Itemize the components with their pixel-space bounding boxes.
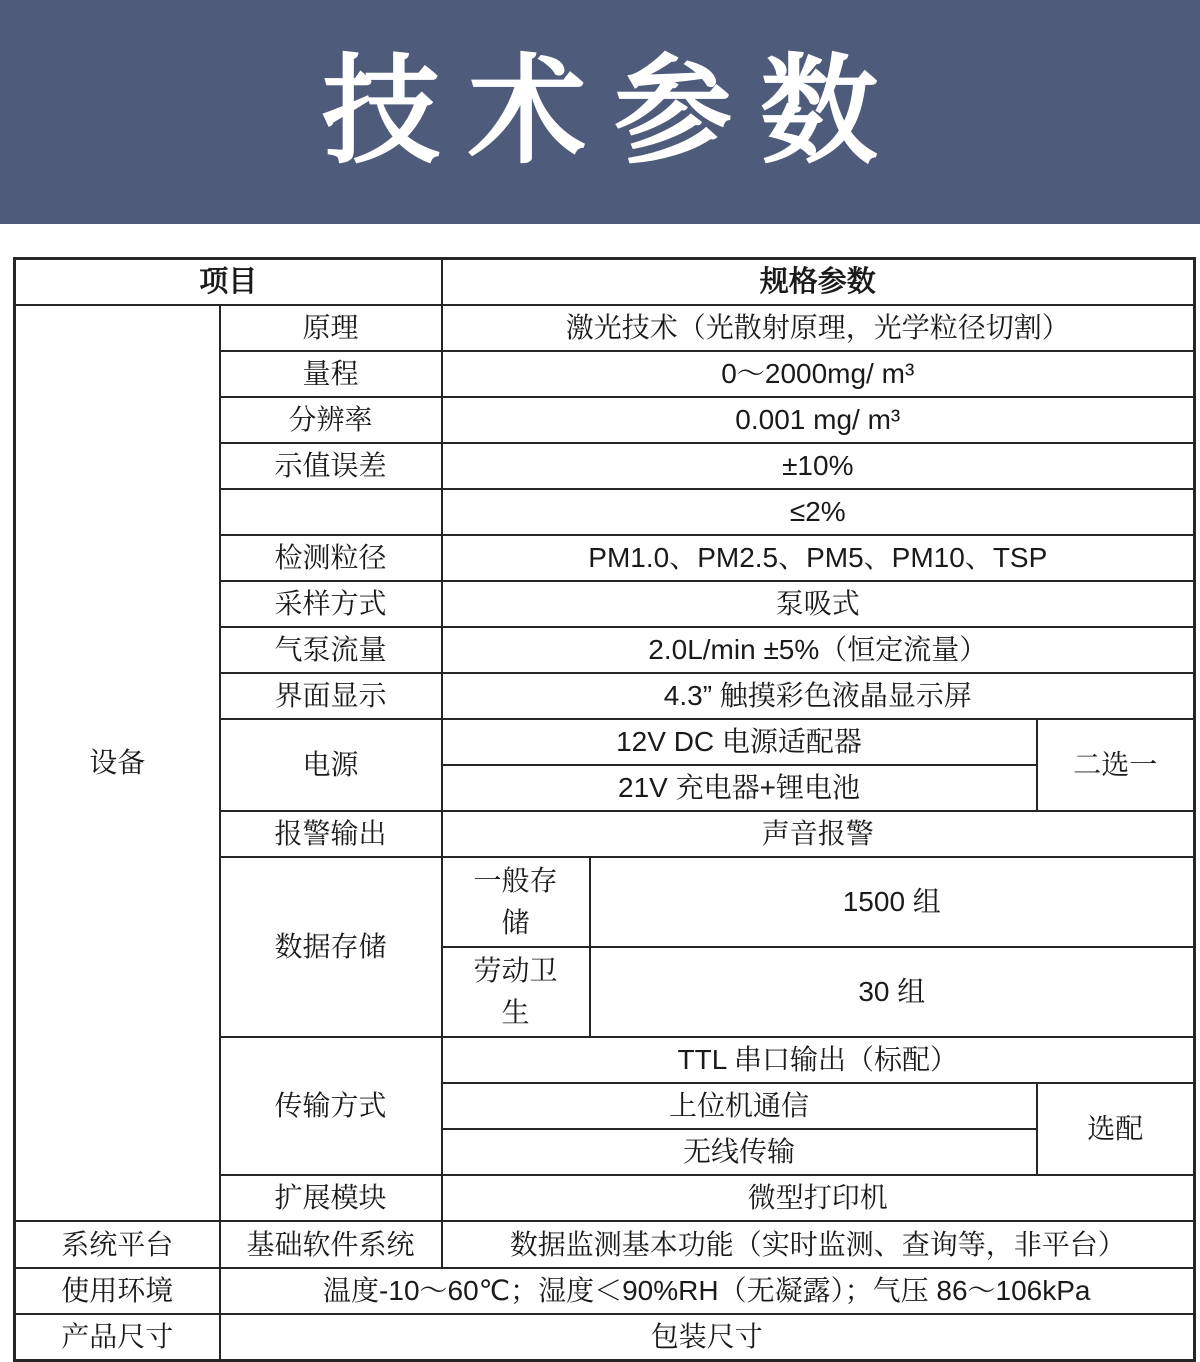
row-pump-flow-label: 气泵流量 [220,627,442,673]
page-header-banner [0,0,1200,224]
row-system-platform-value: 数据监测基本功能（实时监测、查询等，非平台） [442,1221,1195,1268]
header-spec: 规格参数 [442,259,1195,306]
row-expansion-label: 扩展模块 [220,1175,442,1221]
row-data-storage-occupational-label: 劳动卫生 [442,947,590,1037]
row-particle-sizes-value: PM1.0、PM2.5、PM5、PM10、TSP [442,535,1195,581]
row-resolution-label: 分辨率 [220,397,442,443]
row-sampling-method-label: 采样方式 [220,581,442,627]
row-data-storage-general-value: 1500 组 [590,857,1195,947]
spec-table [13,257,1196,1362]
row-transmission-option1: 上位机通信 [442,1083,1037,1129]
row-display-label: 界面显示 [220,673,442,719]
row-expansion-value: 微型打印机 [442,1175,1195,1221]
row-indication-error-value: ±10% [442,443,1195,489]
row-indication-error-label: 示值误差 [220,443,442,489]
row-power-note: 二选一 [1037,719,1195,811]
row-transmission-option2: 无线传输 [442,1129,1037,1175]
row-power-option2: 21V 充电器+锂电池 [442,765,1037,811]
row-repeatability-label [220,489,442,535]
row-transmission-label: 传输方式 [220,1037,442,1175]
row-environment-value: 温度-10～60℃；湿度＜90%RH（无凝露）；气压 86～106kPa [220,1268,1195,1314]
row-system-platform-sublabel: 基础软件系统 [220,1221,442,1268]
row-data-storage-general-label: 一般存储 [442,857,590,947]
row-alarm-output-label: 报警输出 [220,811,442,857]
row-pump-flow-value: 2.0L/min ±5%（恒定流量） [442,627,1195,673]
row-alarm-output-value: 声音报警 [442,811,1195,857]
row-dimensions-label: 产品尺寸 [15,1314,220,1361]
row-range-label: 量程 [220,351,442,397]
row-display-value: 4.3” 触摸彩色液晶显示屏 [442,673,1195,719]
row-data-storage-occupational-value: 30 组 [590,947,1195,1037]
row-system-platform-label: 系统平台 [15,1221,220,1268]
row-sampling-method-value: 泵吸式 [442,581,1195,627]
row-repeatability-value: ≤2% [442,489,1195,535]
row-principle-label: 原理 [220,305,442,351]
row-data-storage-label: 数据存储 [220,857,442,1037]
row-environment-label: 使用环境 [15,1268,220,1314]
row-range-value: 0～2000mg/ m³ [442,351,1195,397]
row-resolution-value: 0.001 mg/ m³ [442,397,1195,443]
row-power-label: 电源 [220,719,442,811]
row-principle-value: 激光技术（光散射原理，光学粒径切割） [442,305,1195,351]
row-transmission-note: 选配 [1037,1083,1195,1175]
group-device: 设备 [15,305,220,1221]
header-item: 项目 [15,259,442,306]
page-title: 技术参数 [321,46,906,178]
row-transmission-standard: TTL 串口输出（标配） [442,1037,1195,1083]
row-power-option1: 12V DC 电源适配器 [442,719,1037,765]
row-dimensions-value: 包装尺寸 [220,1314,1195,1361]
row-particle-sizes-label: 检测粒径 [220,535,442,581]
